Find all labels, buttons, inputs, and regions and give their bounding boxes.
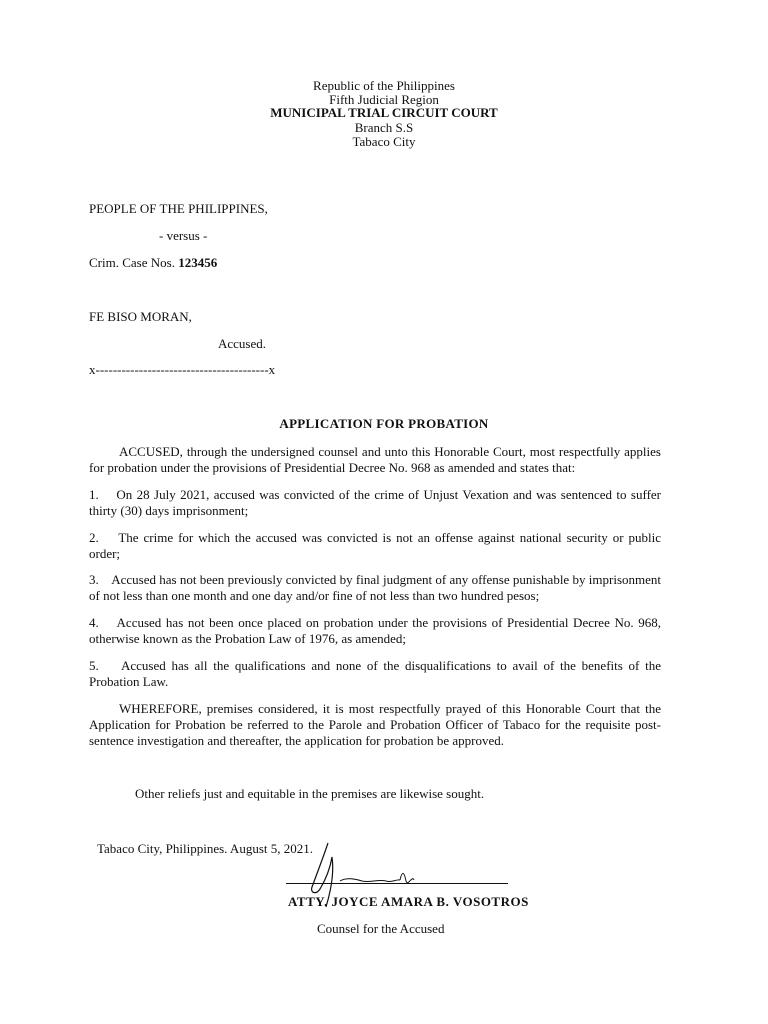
- list-item: [89, 572, 661, 604]
- case-number: 123456: [178, 255, 218, 270]
- list-item-number: 1.: [89, 487, 99, 502]
- list-item: [89, 530, 661, 562]
- header-court: MUNICIPAL TRIAL CIRCUIT COURT: [270, 105, 498, 120]
- plaintiff-name: PEOPLE OF THE PHILIPPINES,: [89, 201, 268, 216]
- list-item: [89, 615, 661, 647]
- signature-line: [286, 883, 508, 884]
- list-item-number: 2.: [89, 530, 99, 545]
- intro-paragraph: ACCUSED, through the undersigned counsel and unto this Honorable Court, most respectfully applies for probation under the provisions of Presidential Decree No. 968 as amended and states that:: [89, 444, 661, 475]
- list-item-text: Accused has all the qualifications and none of the disqualifications to avail of the benefits of the Probation Law.: [89, 658, 661, 689]
- case-number-label: Crim. Case Nos.: [89, 255, 175, 270]
- list-item-number: 5.: [89, 658, 99, 673]
- caption-separator: x----------------------------------------x: [89, 362, 276, 377]
- accused-label: Accused.: [218, 336, 267, 351]
- place-date: Tabaco City, Philippines. August 5, 2021.: [97, 841, 313, 856]
- signatory-name: ATTY. JOYCE AMARA B. VOSOTROS: [288, 894, 529, 909]
- header-city: Tabaco City: [352, 134, 416, 149]
- accused-name: FE BISO MORAN,: [89, 309, 192, 324]
- signatory-role: Counsel for the Accused: [317, 921, 445, 936]
- list-item: [89, 487, 661, 519]
- list-item-text: On 28 July 2021, accused was convicted of the crime of Unjust Vexation and was sentenced to suffer thirty (30) days imprisonment;: [89, 487, 661, 518]
- header-region: Fifth Judicial Region: [329, 92, 439, 107]
- list-item-number: 4.: [89, 615, 99, 630]
- document-title: APPLICATION FOR PROBATION: [279, 416, 489, 431]
- header-branch: Branch S.S: [354, 120, 414, 135]
- case-number-line: [89, 255, 217, 271]
- versus-label: - versus -: [159, 228, 208, 243]
- list-item-text: Accused has not been previously convicted by final judgment of any offense punishable by imprisonment of not less than one month and one day and/or fine of not less than two hundred pesos;: [89, 572, 661, 603]
- header-republic: Republic of the Philippines: [313, 78, 455, 93]
- list-item: [89, 658, 661, 690]
- list-item-text: The crime for which the accused was convicted is not an offense against national security or public order;: [89, 530, 661, 561]
- list-item-text: Accused has not been once placed on probation under the provisions of Presidential Decree No. 968, otherwise known as the Probation Law of 1976, as amended;: [89, 615, 661, 646]
- other-reliefs: Other reliefs just and equitable in the premises are likewise sought.: [135, 786, 485, 801]
- list-item-number: 3.: [89, 572, 99, 587]
- prayer-paragraph: WHEREFORE, premises considered, it is most respectfully prayed of this Honorable Court that the Application for Probation be referred to the Parole and Probation Officer of Tabaco for the requisite post-sentence investigation and thereafter, the application for probation be approved.: [89, 701, 661, 748]
